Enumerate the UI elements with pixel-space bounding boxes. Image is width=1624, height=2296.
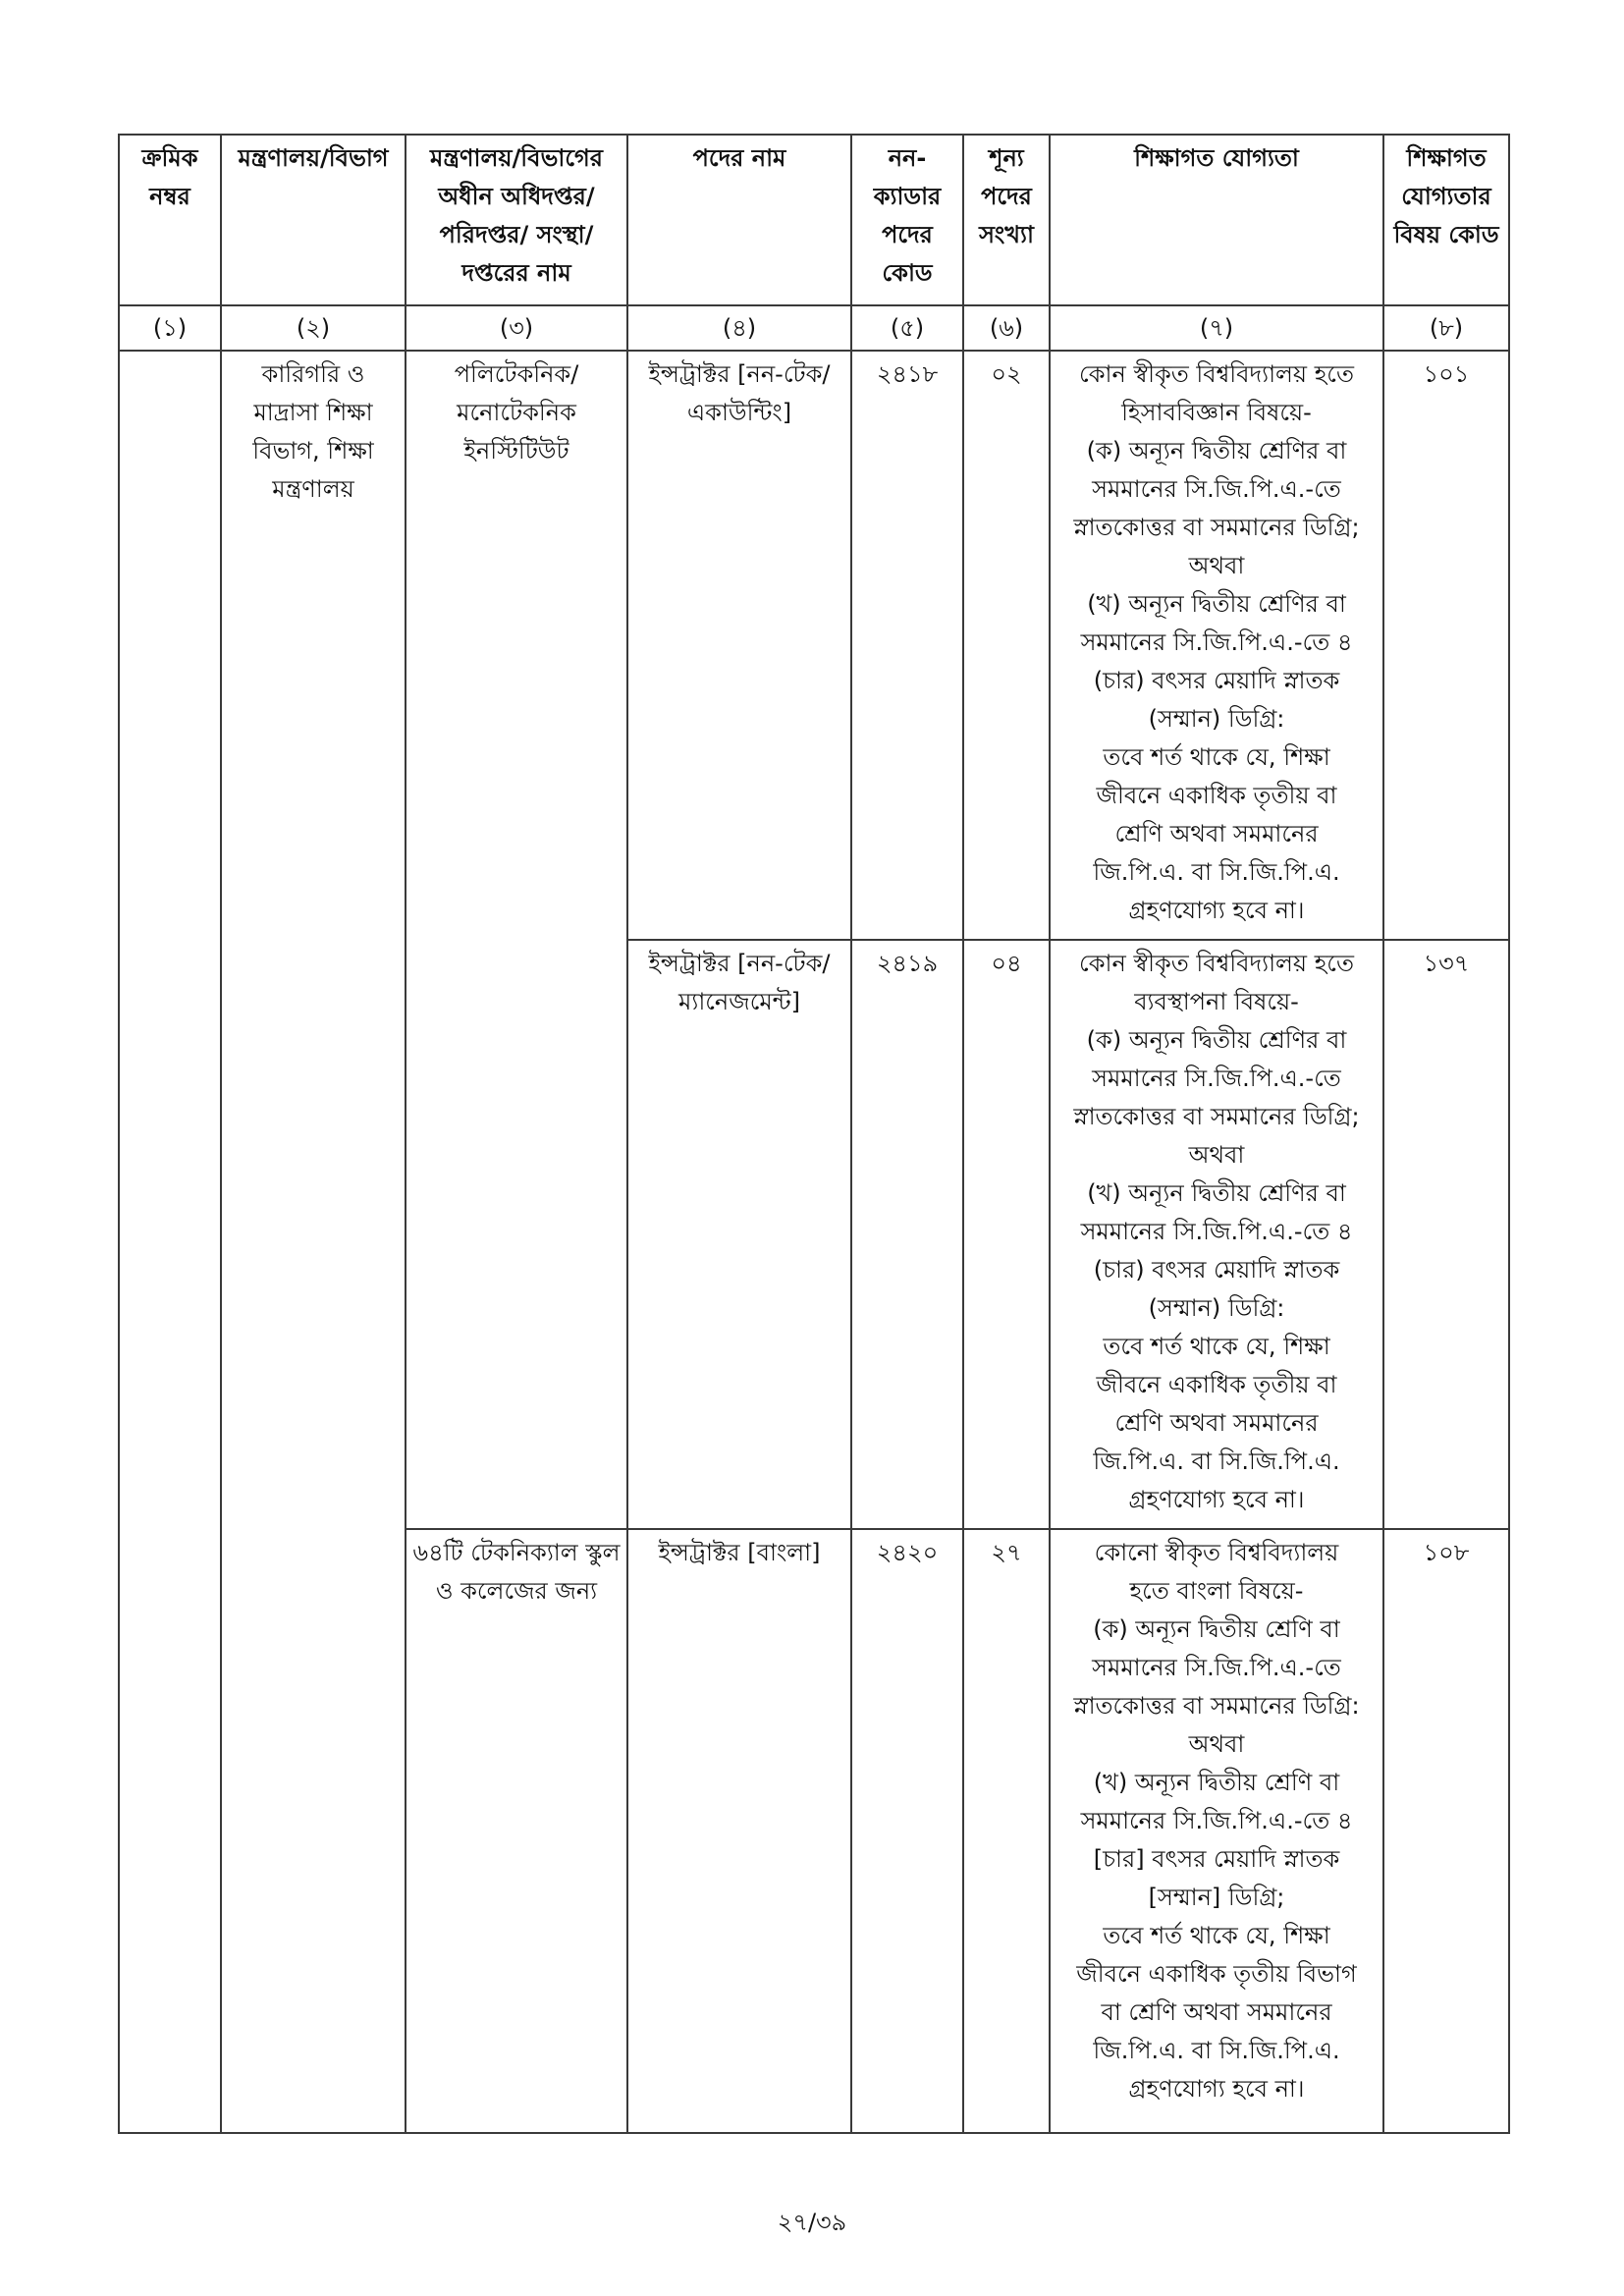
- qualification-line: (খ) অন্যূন দ্বিতীয় শ্রেণির বা: [1087, 1179, 1346, 1207]
- header-vacancies: শূন্য পদের সংখ্যা: [963, 135, 1050, 305]
- column-number-row: [119, 305, 1509, 351]
- qualification-line: জি.পি.এ. বা সি.জি.পি.এ.: [1093, 2037, 1340, 2064]
- qualification-line: সমমানের সি.জি.পি.এ.-তে: [1092, 1065, 1341, 1092]
- qualification-line: (চার) বৎসর মেয়াদি স্নাতক: [1093, 1256, 1340, 1284]
- subject-code-cell: ১০১: [1383, 351, 1509, 940]
- header-post-name: পদের নাম: [627, 135, 851, 305]
- header-row: [119, 135, 1509, 305]
- qualification-line: জীবনে একাধিক তৃতীয় বিভাগ: [1076, 1960, 1357, 1988]
- department-cell: পলিটেকনিক/মনোটেকনিক ইনস্টিটিউট: [406, 351, 627, 1529]
- qualification-line: গ্রহণযোগ্য হবে না।: [1128, 897, 1305, 924]
- qualification-line: (ক) অন্যূন দ্বিতীয় শ্রেণির বা: [1086, 1026, 1347, 1054]
- qualification-line: শ্রেণি অথবা সমমানের: [1114, 820, 1319, 847]
- qualification-cell: [1050, 351, 1383, 940]
- qualification-line: সমমানের সি.জি.পি.এ.-তে ৪: [1080, 629, 1353, 656]
- qualification-line: (খ) অন্যূন দ্বিতীয় শ্রেণির বা: [1087, 590, 1346, 618]
- page-number: ২৭/৩৯: [777, 2209, 847, 2236]
- header-ministry: মন্ত্রণালয়/বিভাগ: [221, 135, 406, 305]
- header-department: মন্ত্রণালয়/বিভাগের অধীন অধিদপ্তর/পরিদপ্তর/ সংস্থা/দপ্তরের নাম: [406, 135, 627, 305]
- post-name-cell: ইন্সট্রাক্টর [বাংলা]: [627, 1529, 851, 2133]
- qualification-line: জি.পি.এ. বা সি.জি.পি.এ.: [1093, 858, 1340, 886]
- qualification-line: তবে শর্ত থাকে যে, শিক্ষা: [1103, 743, 1330, 771]
- ministry-cell: কারিগরি ও মাদ্রাসা শিক্ষা বিভাগ, শিক্ষা মন্ত্রণালয়: [221, 351, 406, 2133]
- qualification-line: হিসাববিজ্ঞান বিষয়ে-: [1121, 399, 1312, 426]
- qualification-line: তবে শর্ত থাকে যে, শিক্ষা: [1103, 1333, 1330, 1360]
- table-row: [119, 351, 1509, 940]
- qualification-cell: [1050, 940, 1383, 1529]
- post-name-cell: ইন্সট্রাক্টর [নন-টেক/ম্যানেজমেন্ট]: [627, 940, 851, 1529]
- post-code-cell: ২৪১৯: [851, 940, 963, 1529]
- qualification-line: (সম্মান) ডিগ্রি:: [1148, 705, 1285, 733]
- qualification-line: সমমানের সি.জি.পি.এ.-তে ৪: [1080, 1807, 1353, 1834]
- subject-code-cell: ১০৮: [1383, 1529, 1509, 2133]
- header-subject-code: শিক্ষাগত যোগ্যতার বিষয় কোড: [1383, 135, 1509, 305]
- vacancies-cell: ০২: [963, 351, 1050, 940]
- qualification-line: কোন স্বীকৃত বিশ্ববিদ্যালয় হতে: [1079, 360, 1354, 388]
- column-number: (৮): [1383, 305, 1509, 351]
- qualification-line: [সম্মান] ডিগ্রি;: [1148, 1884, 1285, 1911]
- qualification-line: কোন স্বীকৃত বিশ্ববিদ্যালয় হতে: [1079, 950, 1354, 977]
- column-number: (৪): [627, 305, 851, 351]
- post-name-cell: ইন্সট্রাক্টর [নন-টেক/একাউন্টিং]: [627, 351, 851, 940]
- qualification-line: স্নাতকোত্তর বা সমমানের ডিগ্রি;: [1073, 1103, 1360, 1130]
- qualification-line: গ্রহণযোগ্য হবে না।: [1128, 2075, 1305, 2103]
- qualification-line: (ক) অন্যূন দ্বিতীয় শ্রেণির বা: [1086, 437, 1347, 465]
- qualification-line: (চার) বৎসর মেয়াদি স্নাতক: [1093, 667, 1340, 694]
- qualification-line: গ্রহণযোগ্য হবে না।: [1128, 1486, 1305, 1513]
- post-code-cell: ২৪২০: [851, 1529, 963, 2133]
- qualification-line: জীবনে একাধিক তৃতীয় বা: [1096, 1371, 1337, 1398]
- column-number: (১): [119, 305, 221, 351]
- qualification-line: তবে শর্ত থাকে যে, শিক্ষা: [1103, 1922, 1330, 1949]
- qualification-line: শ্রেণি অথবা সমমানের: [1114, 1409, 1319, 1437]
- department-cell: ৬৪টি টেকনিক্যাল স্কুল ও কলেজের জন্য: [406, 1529, 627, 2133]
- qualification-line: স্নাতকোত্তর বা সমমানের ডিগ্রি;: [1073, 514, 1360, 541]
- column-number: (২): [221, 305, 406, 351]
- qualification-line: ব্যবস্থাপনা বিষয়ে-: [1134, 988, 1299, 1015]
- column-number: (৬): [963, 305, 1050, 351]
- qualification-line: [চার] বৎসর মেয়াদি স্নাতক: [1093, 1845, 1340, 1873]
- qualification-line: জীবনে একাধিক তৃতীয় বা: [1096, 782, 1337, 809]
- qualification-line: (খ) অন্যূন দ্বিতীয় শ্রেণি বা: [1093, 1769, 1340, 1796]
- qualification-line: অথবা: [1188, 552, 1245, 579]
- header-post-code: নন-ক্যাডার পদের কোড: [851, 135, 963, 305]
- vacancy-table: [118, 134, 1510, 2134]
- qualification-line: সমমানের সি.জি.পি.এ.-তে ৪: [1080, 1218, 1353, 1245]
- qualification-line: অথবা: [1188, 1730, 1245, 1758]
- post-code-cell: ২৪১৮: [851, 351, 963, 940]
- qualification-line: বা শ্রেণি অথবা সমমানের: [1101, 1998, 1332, 2026]
- serial-cell: [119, 351, 221, 2133]
- qualification-line: কোনো স্বীকৃত বিশ্ববিদ্যালয়: [1094, 1539, 1339, 1566]
- column-number: (৫): [851, 305, 963, 351]
- subject-code-cell: ১৩৭: [1383, 940, 1509, 1529]
- qualification-line: সমমানের সি.জি.পি.এ.-তে: [1092, 1654, 1341, 1681]
- qualification-line: সমমানের সি.জি.পি.এ.-তে: [1092, 475, 1341, 503]
- qualification-line: জি.পি.এ. বা সি.জি.পি.এ.: [1093, 1448, 1340, 1475]
- vacancies-cell: ২৭: [963, 1529, 1050, 2133]
- column-number: (৩): [406, 305, 627, 351]
- header-serial: ক্রমিক নম্বর: [119, 135, 221, 305]
- qualification-line: স্নাতকোত্তর বা সমমানের ডিগ্রি:: [1073, 1692, 1360, 1720]
- qualification-cell: [1050, 1529, 1383, 2133]
- header-qualification: শিক্ষাগত যোগ্যতা: [1050, 135, 1383, 305]
- vacancies-cell: ০৪: [963, 940, 1050, 1529]
- qualification-line: অথবা: [1188, 1141, 1245, 1169]
- qualification-line: হতে বাংলা বিষয়ে-: [1129, 1577, 1304, 1605]
- qualification-line: (ক) অন্যূন দ্বিতীয় শ্রেণি বা: [1093, 1615, 1340, 1643]
- column-number: (৭): [1050, 305, 1383, 351]
- qualification-line: (সম্মান) ডিগ্রি:: [1148, 1294, 1285, 1322]
